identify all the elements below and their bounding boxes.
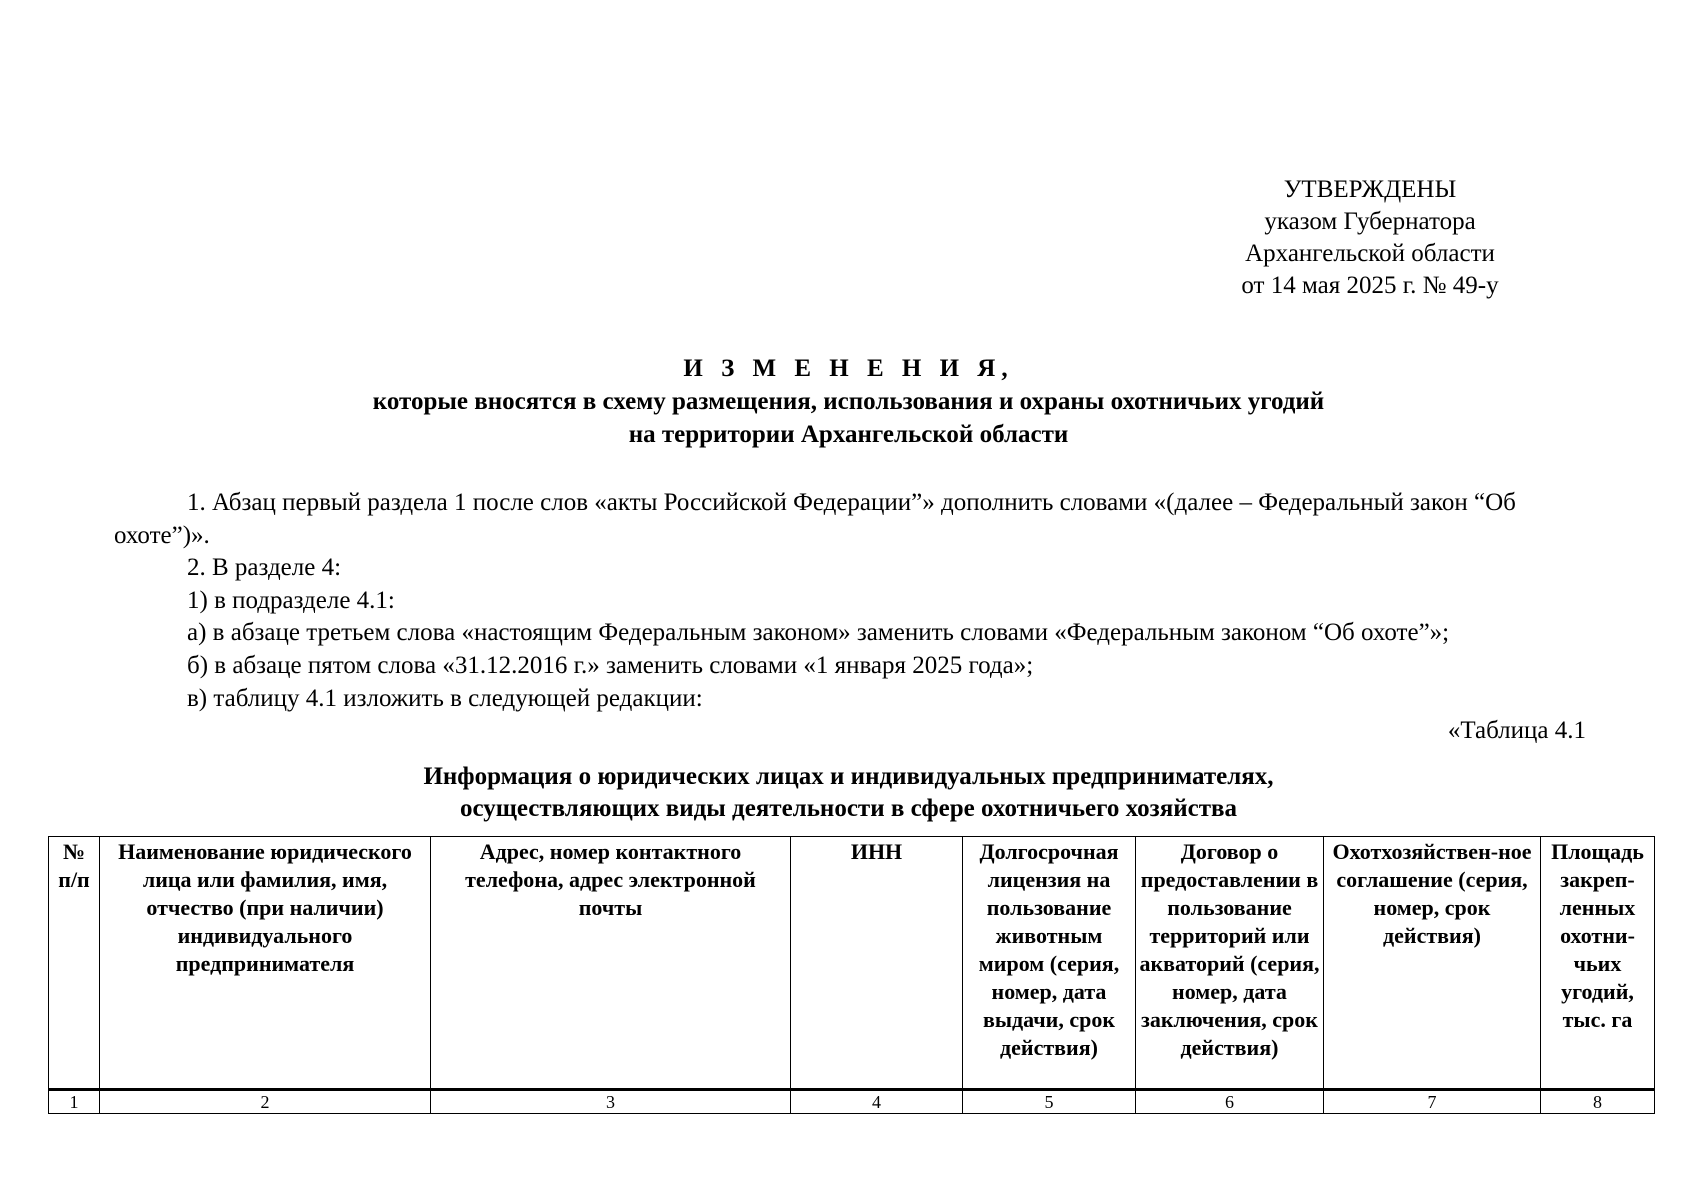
column-number-cell: 4 — [791, 1090, 963, 1114]
paragraph-6: в) таблицу 4.1 изложить в следующей редакции: — [187, 684, 703, 712]
table-title-line-2: осуществляющих виды деятельности в сфере охотничьего хозяйства — [459, 795, 1238, 822]
table-label: «Таблица 4.1 — [1447, 717, 1586, 745]
column-number-cell: 6 — [1136, 1090, 1324, 1114]
paragraph-2: 2. В разделе 4: — [187, 554, 342, 582]
column-number-cell: 3 — [431, 1090, 791, 1114]
header-cell: Долгосрочная лицензия на пользование животным миром (серия, номер, дата выдачи, срок действия) — [963, 837, 1136, 1090]
approval-region: Архангельской области — [1245, 240, 1495, 267]
title-territory: на территории Архангельской области — [628, 421, 1069, 448]
column-number-cell: 7 — [1324, 1090, 1541, 1114]
column-number-row — [49, 1090, 1655, 1114]
header-cell: № п/п — [49, 837, 100, 1090]
document-body — [114, 487, 1586, 748]
header-cell: Наименование юридического лица или фамилия, имя, отчество (при наличии) индивидуального предпринимателя — [100, 837, 431, 1090]
paragraph-4: а) в абзаце третьем слова «настоящим Федеральным законом» заменить словами «Федеральным законом “Об охоте”»; — [187, 619, 1450, 647]
table-title-line-1: Информация о юридических лицах и индивидуальных предпринимателях, — [423, 763, 1274, 790]
approval-date: от 14 мая 2025 г. № 49-у — [1241, 272, 1499, 299]
column-number-cell: 8 — [1541, 1090, 1655, 1114]
column-number-cell: 1 — [49, 1090, 100, 1114]
header-cell: Адрес, номер контактного телефона, адрес электронной почты — [431, 837, 791, 1090]
approval-issuer: указом Губернатора — [1264, 208, 1476, 235]
paragraph-5: б) в абзаце пятом слова «31.12.2016 г.» заменить словами «1 января 2025 года»; — [187, 651, 1034, 679]
paragraph-1: 1. Абзац первый раздела 1 после слов «акты Российской Федерации”» дополнить словами «(далее – Федеральный закон “Об охоте”)». — [114, 489, 1516, 549]
header-cell: ИНН — [791, 837, 963, 1090]
title-subject: которые вносятся в схему размещения, использования и охраны охотничьих угодий — [372, 388, 1325, 415]
header-cell: Охотхозяйствен-ное соглашение (серия, номер, срок действия) — [1324, 837, 1541, 1090]
column-number-cell: 5 — [963, 1090, 1136, 1114]
table-title — [0, 761, 1697, 825]
header-row — [49, 837, 1655, 1090]
info-table — [48, 836, 1655, 1114]
approval-block — [1180, 174, 1560, 302]
column-number-cell: 2 — [100, 1090, 431, 1114]
paragraph-3: 1) в подразделе 4.1: — [187, 586, 395, 614]
header-cell: Площадь закреп-ленных охотни-чьих угодий, тыс. га — [1541, 837, 1655, 1090]
document-title — [0, 352, 1697, 451]
title-heading: И З М Е Н Е Н И Я, — [683, 355, 1014, 382]
header-cell: Договор о предоставлении в пользование территорий или акваторий (серия, номер, дата заключения, срок действия) — [1136, 837, 1324, 1090]
approval-status: УТВЕРЖДЕНЫ — [1283, 176, 1457, 203]
